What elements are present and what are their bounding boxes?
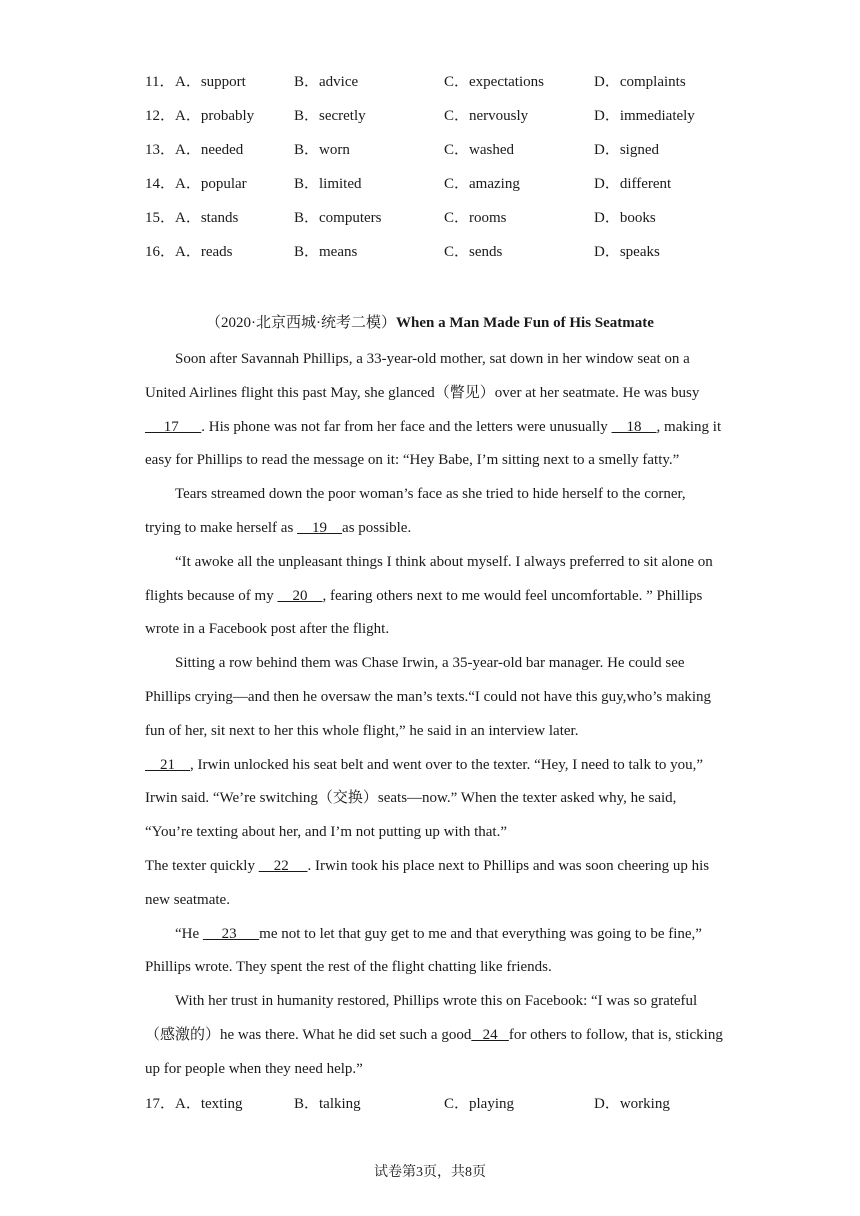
option-row — [145, 106, 745, 140]
answer-options-top — [145, 72, 745, 276]
question-number: 11． — [145, 74, 175, 90]
option-a: A．reads — [175, 244, 233, 260]
option-b: B．limited — [294, 176, 362, 192]
option-row — [145, 174, 745, 208]
blank-19: 19 — [297, 519, 343, 536]
option-d: D．working — [594, 1095, 670, 1112]
paragraph-text: Sitting a row behind them was Chase Irwin, a 35-year-old bar manager. He could see Phillips crying—and then he oversaw the man’s texts.“I could not have this guy,who’s making fun of her, sit next to her this whole flight,” he said in an interview later. — [145, 655, 712, 739]
paragraph — [145, 918, 725, 986]
option-c: C．playing — [444, 1095, 514, 1112]
option-d: D．signed — [594, 142, 659, 158]
option-c: C．sends — [444, 244, 503, 260]
paragraph-text: , making it easy for Phillips to read the message on it: “Hey Babe, I’m sitting next to a smelly fatty.” — [145, 418, 722, 469]
blank-23: 23 — [202, 925, 260, 942]
option-row — [145, 140, 745, 174]
option-d: D．speaks — [594, 244, 660, 260]
paragraph — [145, 478, 725, 546]
option-a: A．needed — [175, 142, 244, 158]
option-c: C．nervously — [444, 108, 529, 124]
option-a: A．stands — [175, 210, 239, 226]
paragraph-text: “He — [175, 925, 203, 942]
option-d: D．complaints — [594, 74, 686, 90]
paragraph-text: . His phone was not far from her face and the letters were unusually — [201, 418, 612, 435]
option-b: B．means — [294, 244, 358, 260]
passage-source: （2020·北京西城·统考二模） — [206, 315, 397, 331]
paragraph — [145, 985, 725, 1086]
option-c: C．amazing — [444, 176, 520, 192]
question-number: 13． — [145, 142, 176, 158]
option-row — [145, 208, 745, 242]
blank-21: 21 — [145, 756, 190, 773]
option-row — [145, 1087, 725, 1121]
paragraph-text: Tears streamed down the poor woman’s face as she tried to hide herself to the corner, trying to make herself as — [145, 486, 686, 536]
option-row — [145, 72, 745, 106]
option-c: C．washed — [444, 142, 514, 158]
page-footer: 试卷第3页，共8页 — [374, 1165, 486, 1180]
paragraph-text: “It awoke all the unpleasant things I think about myself. I always preferred to sit alone on flights because of my — [145, 553, 713, 604]
option-b: B．worn — [294, 142, 350, 158]
option-c: C．rooms — [444, 210, 507, 226]
blank-24: 24 — [471, 1026, 509, 1043]
paragraph-text: . Irwin took his place next to Phillips and was soon cheering up his new seatmate. — [145, 857, 710, 908]
blank-17: 17 — [145, 418, 202, 435]
option-c: C．expectations — [444, 74, 544, 90]
option-b: B．talking — [294, 1095, 361, 1112]
paragraph-text: The texter quickly — [145, 857, 259, 874]
option-a: A．popular — [175, 176, 247, 192]
blank-22: 22 — [258, 857, 308, 874]
option-d: D．books — [594, 210, 656, 226]
question-number: 14． — [145, 176, 176, 192]
option-a: A．probably — [175, 108, 255, 124]
question-number: 16． — [145, 244, 176, 260]
option-row — [145, 242, 745, 276]
paragraph — [145, 343, 725, 478]
option-a: A．texting — [175, 1095, 243, 1112]
blank-20: 20 — [277, 587, 323, 604]
passage-heading — [0, 311, 860, 332]
paragraph-text: , Irwin unlocked his seat belt and went over to the texter. “Hey, I need to talk to you,” Irwin said. “We’re switching（交换）seats—now.” When the texter asked why, he said, “You’re texting about her, and I’m not putting up with that.” — [145, 756, 704, 841]
option-d: D．different — [594, 176, 672, 192]
passage-body — [145, 343, 725, 1121]
option-b: B．advice — [294, 74, 359, 90]
option-b: B．computers — [294, 210, 382, 226]
option-a: A．support — [175, 74, 246, 90]
question-number: 15． — [145, 210, 176, 226]
paragraph — [145, 850, 725, 918]
question-number: 17． — [145, 1095, 176, 1112]
paragraph — [145, 546, 725, 647]
paragraph-text: as possible. — [342, 519, 412, 536]
blank-18: 18 — [611, 418, 657, 435]
paragraph-text: Soon after Savannah Phillips, a 33-year-old mother, sat down in her window seat on a United Airlines flight this past May, she glanced（瞥见）over at her seatmate. He was busy — [145, 351, 700, 401]
option-b: B．secretly — [294, 108, 366, 124]
paragraph-text: With her trust in humanity restored, Phillips wrote this on Facebook: “I was so grateful（感激的）he was there. What he did set such a good — [145, 993, 698, 1043]
question-number: 12． — [145, 108, 176, 124]
paragraph-text: , fearing others next to me would feel uncomfortable. ” Phillips wrote in a Facebook post after the flight. — [145, 587, 703, 638]
paragraph-text: me not to let that guy get to me and that everything was going to be fine,” Phillips wrote. They spent the rest of the flight chatting like friends. — [145, 925, 702, 976]
passage-title: When a Man Made Fun of His Seatmate — [396, 315, 654, 331]
paragraph-text: for others to follow, that is, sticking up for people when they need help.” — [145, 1026, 723, 1077]
option-d: D．immediately — [594, 108, 695, 124]
paragraph — [145, 749, 725, 850]
paragraph — [145, 647, 725, 748]
